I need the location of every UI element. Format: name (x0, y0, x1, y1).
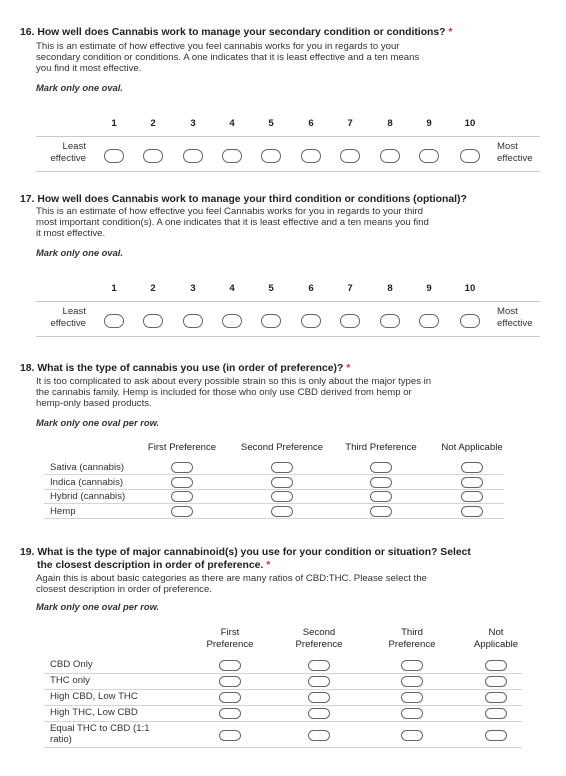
q18-option[interactable] (370, 462, 392, 473)
q19-column-header-line: Preference (388, 638, 436, 650)
q17-least-label (36, 306, 86, 329)
least-line: effective (50, 152, 86, 164)
q19-row-divider (44, 705, 522, 706)
q17-scale-number: 7 (347, 283, 353, 294)
q18-row-divider (44, 474, 504, 475)
q17-scale-bottom-divider (36, 336, 540, 337)
q18-row-divider (44, 503, 504, 504)
q17-option-6[interactable] (301, 314, 321, 328)
q18-option[interactable] (171, 491, 193, 502)
q19-row-label: High CBD, Low THC (50, 691, 138, 702)
q19-option[interactable] (401, 660, 423, 671)
q16-least-label (36, 141, 86, 164)
q16-option-1[interactable] (104, 149, 124, 163)
q19-option[interactable] (485, 692, 507, 703)
q18-option[interactable] (461, 477, 483, 488)
q17-scale-number: 3 (190, 283, 196, 294)
q19-option[interactable] (219, 692, 241, 703)
q16-scale-bottom-divider (36, 171, 540, 172)
q18-row-label: Sativa (cannabis) (50, 462, 125, 473)
q19-hint: Mark only one oval per row. (36, 601, 160, 612)
q19-option[interactable] (401, 692, 423, 703)
q18-row-label: Indica (cannabis) (50, 476, 124, 488)
q17-option-5[interactable] (261, 314, 281, 328)
q16-scale-number: 7 (347, 118, 353, 129)
q19-row-label (50, 723, 190, 745)
q17-scale-number: 8 (387, 283, 393, 294)
q16-scale-divider (36, 136, 540, 137)
most-line: Most (497, 141, 518, 152)
q17-scale-number: 10 (464, 283, 476, 294)
q18-row-label: Hemp (50, 505, 76, 517)
q18-hint: Mark only one oval per row. (36, 417, 160, 428)
q18-option[interactable] (370, 506, 392, 517)
q16-option-5[interactable] (261, 149, 281, 163)
q17-option-7[interactable] (340, 314, 360, 328)
least-line: effective (50, 317, 86, 329)
q17-option-4[interactable] (222, 314, 242, 328)
q19-option[interactable] (219, 660, 241, 671)
q19-column-header (279, 627, 359, 650)
q18-option[interactable] (461, 462, 483, 473)
q19-option[interactable] (401, 708, 423, 719)
least-line: Least (62, 306, 86, 317)
q19-option[interactable] (485, 676, 507, 687)
q19-row-label: THC only (50, 675, 90, 686)
q16-title: 16. How well does Cannabis work to manage your secondary condition or conditions? * (20, 27, 453, 38)
q17-option-2[interactable] (143, 314, 163, 328)
q19-option[interactable] (219, 708, 241, 719)
q18-row-divider (44, 489, 504, 490)
most-line: Most (497, 306, 518, 317)
q16-option-3[interactable] (183, 149, 203, 163)
q17-scale-number: 6 (308, 283, 314, 294)
q17-scale-number: 5 (268, 283, 274, 294)
q18-option[interactable] (461, 506, 483, 517)
most-line: effective (497, 317, 533, 329)
q17-title: 17. How well does Cannabis work to manage your third condition or conditions (optional)? (20, 194, 467, 205)
q16-most-label (497, 141, 533, 164)
q19-row-divider (44, 673, 522, 674)
q19-option[interactable] (308, 708, 330, 719)
q16-scale-number: 8 (387, 118, 393, 129)
q19-column-header (190, 627, 270, 650)
q18-column-header: First Preference (147, 442, 217, 453)
q17-option-3[interactable] (183, 314, 203, 328)
q19-option[interactable] (308, 730, 330, 741)
q16-scale-number: 3 (190, 118, 196, 129)
q18-row-divider (44, 518, 504, 519)
q18-description: It is too complicated to ask about every possible strain so this is only about the major types in the cannabis family. Hemp is included for those who only use CBD derived from hemp or hemp-only based products. (36, 376, 432, 410)
q18-row-label: Hybrid (cannabis) (50, 491, 126, 502)
q16-option-10[interactable] (460, 149, 480, 163)
q16-scale-number: 9 (426, 118, 432, 129)
q17-option-9[interactable] (419, 314, 439, 328)
q17-option-10[interactable] (460, 314, 480, 328)
q16-description: This is an estimate of how effective you feel cannabis works for you in regards to your secondary condition or conditions. A one indicates that it is least effective and a ten means you find it most effective. (36, 41, 420, 75)
q19-column-header-line: Not (488, 627, 504, 638)
q16-option-8[interactable] (380, 149, 400, 163)
q16-option-2[interactable] (143, 149, 163, 163)
q19-option[interactable] (485, 660, 507, 671)
q17-scale-divider (36, 301, 540, 302)
q19-title: 19. What is the type of major cannabinoid(s) you use for your condition or situation? Select the closest description in order of preference. * (20, 547, 471, 571)
q16-hint: Mark only one oval. (36, 82, 124, 93)
most-line: effective (497, 152, 533, 164)
q19-column-header-line: Third (401, 627, 423, 638)
q16-option-9[interactable] (419, 149, 439, 163)
q19-option[interactable] (485, 730, 507, 741)
q18-option[interactable] (271, 477, 293, 488)
q19-option[interactable] (485, 708, 507, 719)
q17-hint: Mark only one oval. (36, 247, 124, 258)
q16-scale-number: 10 (464, 118, 476, 129)
q17-description: This is an estimate of how effective you feel Cannabis works for you in regards to your third most important condition(s). A one indicates that it is least effective and a ten means you find it most effective. (36, 206, 429, 240)
q19-option[interactable] (308, 660, 330, 671)
q17-option-8[interactable] (380, 314, 400, 328)
q19-column-header-line: Applicable (473, 638, 519, 650)
q19-option[interactable] (308, 692, 330, 703)
q18-option[interactable] (271, 491, 293, 502)
q18-option[interactable] (461, 491, 483, 502)
q16-scale-number: 5 (268, 118, 274, 129)
q18-option[interactable] (370, 491, 392, 502)
q18-column-header: Third Preference (345, 442, 417, 453)
q16-option-4[interactable] (222, 149, 242, 163)
q17-scale-number: 1 (111, 283, 117, 294)
q19-option[interactable] (308, 676, 330, 687)
q19-option[interactable] (401, 730, 423, 741)
q19-option[interactable] (401, 676, 423, 687)
q17-option-1[interactable] (104, 314, 124, 328)
q17-scale-number: 9 (426, 283, 432, 294)
q19-row-label-line: Equal THC to CBD (1:1 (50, 723, 150, 734)
q17-scale-number: 4 (229, 283, 235, 294)
q19-column-header-line: Second (302, 627, 336, 638)
q17-scale-number: 2 (150, 283, 156, 294)
q19-row-label: CBD Only (50, 659, 93, 670)
q19-column-header (372, 627, 452, 650)
q16-scale-number: 1 (111, 118, 117, 129)
q18-option[interactable] (171, 477, 193, 488)
q19-option[interactable] (219, 676, 241, 687)
q18-option[interactable] (171, 506, 193, 517)
q16-scale-number: 6 (308, 118, 314, 129)
q19-row-label-line: ratio) (50, 734, 72, 745)
q19-row-divider (44, 689, 522, 690)
q19-option[interactable] (219, 730, 241, 741)
q19-column-header-line: Preference (295, 638, 343, 650)
q19-column-header (456, 627, 536, 650)
q18-column-header: Not Applicable (441, 442, 503, 453)
q18-option[interactable] (171, 462, 193, 473)
q19-column-header-line: First (220, 627, 240, 638)
q16-option-6[interactable] (301, 149, 321, 163)
q16-option-7[interactable] (340, 149, 360, 163)
q19-description: Again this is about basic categories as there are many ratios of CBD:THC. Please select the closest description in order of preference. (36, 573, 427, 596)
q19-column-header-line: Preference (206, 638, 254, 650)
q19-row-label: High THC, Low CBD (50, 707, 138, 718)
q16-scale-number: 4 (229, 118, 235, 129)
q18-title: 18. What is the type of cannabis you use (in order of preference)? * (20, 363, 351, 374)
q16-scale-number: 2 (150, 118, 156, 129)
least-line: Least (62, 141, 86, 152)
q18-option[interactable] (271, 506, 293, 517)
q17-most-label (497, 306, 533, 329)
q19-row-divider (44, 747, 522, 748)
q18-option[interactable] (271, 462, 293, 473)
q18-column-header: Second Preference (240, 442, 324, 453)
q18-option[interactable] (370, 477, 392, 488)
q19-row-divider (44, 721, 522, 722)
